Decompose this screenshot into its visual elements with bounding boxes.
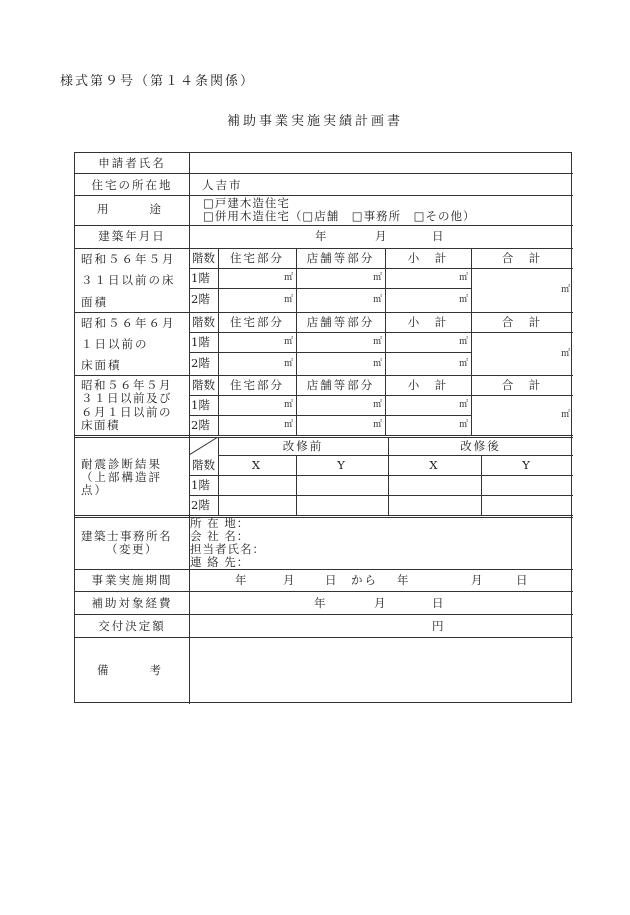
area-unit: ㎡ <box>373 420 383 430</box>
header-total: 合 計 <box>501 378 543 392</box>
area-unit: ㎡ <box>373 400 383 410</box>
period-start-month: 月 <box>283 573 297 587</box>
address-label: 住宅の所在地 <box>91 178 173 192</box>
area-unit: ㎡ <box>284 337 294 347</box>
architect-person-field[interactable]: 担当者氏名： <box>190 542 265 556</box>
area-block3-label-line1: 昭和５６年５月 <box>81 378 172 392</box>
header-subtotal: 小 計 <box>407 251 449 265</box>
document-title: 補助事業実施実績計画書 <box>226 114 403 129</box>
seismic-label-line1: 耐震診断結果 <box>81 457 162 471</box>
area-block3-label-line2: ３１日以前及び <box>81 391 172 405</box>
header-subtotal: 小 計 <box>407 315 449 329</box>
project-period-label: 事業実施期間 <box>91 573 173 587</box>
header-store: 店舗等部分 <box>306 378 375 392</box>
architect-address-field[interactable]: 所 在 地： <box>190 516 250 530</box>
area-block2-label-line3: 床面積 <box>81 358 122 372</box>
seismic-after-header: 改修後 <box>460 439 501 453</box>
usage-option-mixed[interactable]: □併用木造住宅（□店舗 □事務所 □その他） <box>203 209 476 223</box>
architect-office-label-line1: 建築士事務所名 <box>81 529 172 543</box>
application-form-table <box>74 152 572 703</box>
area-unit: ㎡ <box>284 273 294 283</box>
period-end-year: 年 <box>397 573 411 587</box>
header-floors: 階数 <box>192 315 215 329</box>
header-store: 店舗等部分 <box>306 251 375 265</box>
area-unit: ㎡ <box>373 359 383 369</box>
architect-office-label-line2: （変更） <box>106 542 158 556</box>
area-unit: ㎡ <box>373 295 383 305</box>
period-from: から <box>351 573 378 587</box>
floor-2-label: 2階 <box>191 498 210 512</box>
cost-year-unit: 年 <box>314 596 328 610</box>
header-floors: 階数 <box>192 251 215 265</box>
area-unit: ㎡ <box>284 400 294 410</box>
remarks-label: 備 考 <box>97 663 167 677</box>
form-number: 様式第９号（第１４条関係） <box>60 74 256 89</box>
floor-2-label: 2階 <box>191 418 210 432</box>
area-unit: ㎡ <box>561 349 571 359</box>
address-value: 人吉市 <box>202 178 243 192</box>
area-block1-label-line3: 面積 <box>81 295 108 309</box>
seismic-after-x: X <box>429 458 440 472</box>
floor-2-label: 2階 <box>191 292 210 306</box>
period-end-month: 月 <box>471 573 485 587</box>
yen-unit: 円 <box>432 619 446 633</box>
header-store: 店舗等部分 <box>306 315 375 329</box>
area-unit: ㎡ <box>459 273 469 283</box>
seismic-floor-header: 階数 <box>192 458 215 472</box>
date-day-unit: 日 <box>432 229 446 243</box>
area-unit: ㎡ <box>459 337 469 347</box>
seismic-after-y: Y <box>522 458 532 472</box>
diagonal-slash <box>189 437 219 456</box>
area-unit: ㎡ <box>459 295 469 305</box>
period-start-year: 年 <box>235 573 249 587</box>
grant-decision-label: 交付決定額 <box>98 619 166 633</box>
header-floors: 階数 <box>192 378 215 392</box>
header-residential: 住宅部分 <box>230 378 284 392</box>
area-unit: ㎡ <box>284 420 294 430</box>
area-unit: ㎡ <box>561 410 571 420</box>
applicant-name-label: 申請者氏名 <box>98 156 166 170</box>
architect-company-field[interactable]: 会 社 名： <box>190 529 250 543</box>
area-block1-label-line1: 昭和５６年５月 <box>81 252 176 266</box>
subsidy-cost-label: 補助対象経費 <box>91 596 173 610</box>
area-unit: ㎡ <box>459 359 469 369</box>
date-year-unit: 年 <box>315 229 329 243</box>
area-block3-label-line4: 床面積 <box>81 418 120 432</box>
area-unit: ㎡ <box>373 337 383 347</box>
header-residential: 住宅部分 <box>230 251 284 265</box>
area-unit: ㎡ <box>561 285 571 295</box>
area-block2-label-line1: 昭和５６年６月 <box>81 316 176 330</box>
area-unit: ㎡ <box>284 295 294 305</box>
area-block1-label-line2: ３１日以前の床 <box>81 273 176 287</box>
area-unit: ㎡ <box>284 359 294 369</box>
floor-2-label: 2階 <box>191 356 210 370</box>
seismic-before-x: X <box>251 458 263 472</box>
area-unit: ㎡ <box>459 420 469 430</box>
header-total: 合 計 <box>501 251 543 265</box>
header-total: 合 計 <box>501 315 543 329</box>
header-subtotal: 小 計 <box>407 378 449 392</box>
floor-1-label: 1階 <box>191 398 210 412</box>
seismic-label-line3: 点） <box>81 483 108 497</box>
header-residential: 住宅部分 <box>230 315 284 329</box>
seismic-before-header: 改修前 <box>282 439 324 453</box>
construction-date-label: 建築年月日 <box>98 229 166 243</box>
usage-label: 用 途 <box>97 202 167 216</box>
area-block3-label-line3: ６月１日以前の <box>81 405 172 419</box>
cost-month-unit: 月 <box>374 596 388 610</box>
seismic-before-y: Y <box>337 458 347 472</box>
period-start-day: 日 <box>325 573 339 587</box>
floor-1-label: 1階 <box>191 271 210 285</box>
floor-1-label: 1階 <box>191 335 210 349</box>
cost-day-unit: 日 <box>432 596 446 610</box>
area-unit: ㎡ <box>373 273 383 283</box>
date-month-unit: 月 <box>375 229 389 243</box>
seismic-label-line2: （上部構造評 <box>81 470 162 484</box>
area-block2-label-line2: １日以前の <box>81 337 149 351</box>
architect-contact-field[interactable]: 連 絡 先： <box>190 555 250 569</box>
usage-option-detached[interactable]: □戸建木造住宅 <box>203 196 290 210</box>
area-unit: ㎡ <box>459 400 469 410</box>
period-end-day: 日 <box>516 573 530 587</box>
floor-1-label: 1階 <box>191 478 210 492</box>
